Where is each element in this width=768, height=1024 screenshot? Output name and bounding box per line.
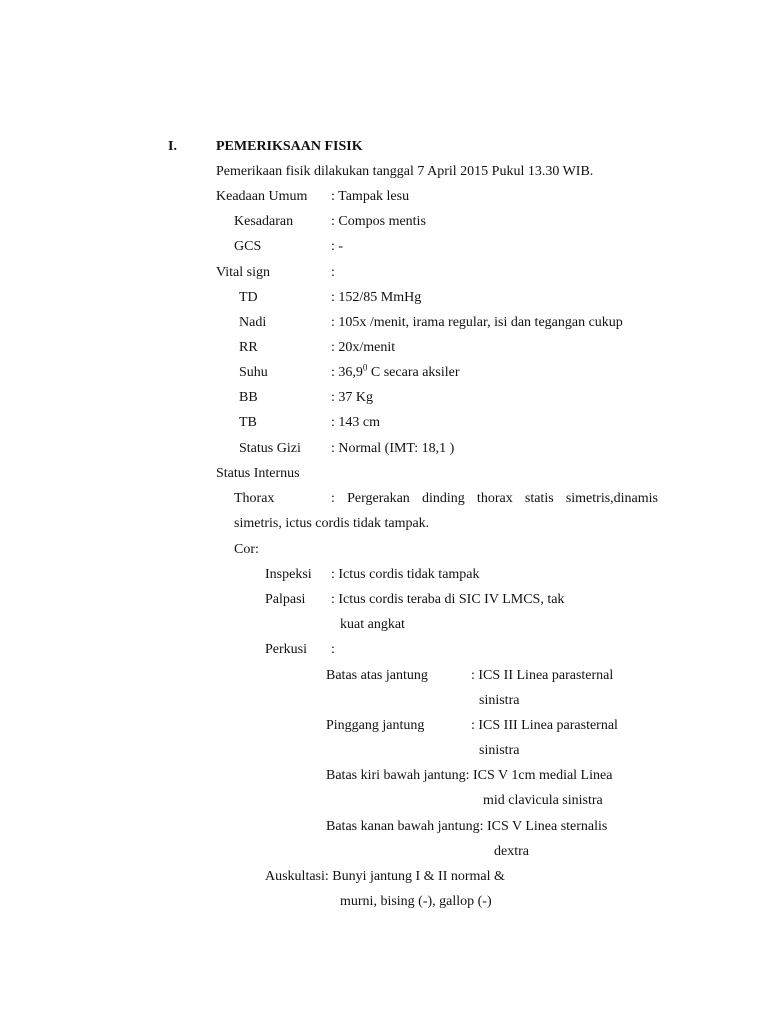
td-label: TD <box>239 290 258 305</box>
keadaan-umum-value: : Tampak lesu <box>331 189 410 204</box>
batas-kanan-bawah: Batas kanan bawah jantung: ICS V Linea sternalis <box>326 819 608 834</box>
palpasi-value: : Ictus cordis teraba di SIC IV LMCS, tak <box>331 592 565 607</box>
inspeksi-label: Inspeksi <box>265 567 312 582</box>
status-internus-label: Status Internus <box>216 466 300 481</box>
kesadaran-value: : Compos mentis <box>331 214 426 229</box>
kesadaran-label: Kesadaran <box>234 214 294 229</box>
pinggang-label: Pinggang jantung <box>326 718 425 733</box>
cor-label: Cor: <box>234 542 259 557</box>
vital-sign-label: Vital sign <box>216 265 270 280</box>
batas-atas-label: Batas atas jantung <box>326 668 428 683</box>
vital-sign-colon: : <box>331 265 335 280</box>
suhu-prefix: : 36,9 <box>331 365 363 380</box>
batas-kiri-bawah-continuation: mid clavicula sinistra <box>483 793 603 808</box>
pinggang-value: : ICS III Linea parasternal <box>471 718 618 733</box>
td-value: : 152/85 MmHg <box>331 290 422 305</box>
intro-line: Pemerikaan fisik dilakukan tanggal 7 April 2015 Pukul 13.30 WIB. <box>216 164 594 179</box>
auskultasi-line: Auskultasi: Bunyi jantung I & II normal & <box>265 869 505 884</box>
thorax-value: : Pergerakan dinding thorax statis simetris,dinamis <box>331 491 658 506</box>
pinggang-continuation: sinistra <box>479 743 520 758</box>
palpasi-continuation: kuat angkat <box>340 617 405 632</box>
batas-atas-continuation: sinistra <box>479 693 520 708</box>
gcs-label: GCS <box>234 239 262 254</box>
nadi-value: : 105x /menit, irama regular, isi dan tegangan cukup <box>331 315 623 330</box>
tb-label: TB <box>239 415 257 430</box>
rr-label: RR <box>239 340 258 355</box>
section-number: I. <box>168 139 177 154</box>
bb-label: BB <box>239 390 258 405</box>
thorax-continuation: simetris, ictus cordis tidak tampak. <box>234 516 430 531</box>
tb-value: : 143 cm <box>331 415 380 430</box>
perkusi-colon: : <box>331 642 335 657</box>
batas-kanan-bawah-continuation: dextra <box>494 844 529 859</box>
suhu-value <box>331 364 460 382</box>
bb-value: : 37 Kg <box>331 390 373 405</box>
palpasi-label: Palpasi <box>265 592 306 607</box>
batas-atas-value: : ICS II Linea parasternal <box>471 668 614 683</box>
thorax-label: Thorax <box>234 491 275 506</box>
rr-value: : 20x/menit <box>331 340 396 355</box>
suhu-suffix: C secara aksiler <box>367 365 460 380</box>
section-title: PEMERIKSAAN FISIK <box>216 139 363 154</box>
suhu-label: Suhu <box>239 365 268 380</box>
inspeksi-value: : Ictus cordis tidak tampak <box>331 567 480 582</box>
status-gizi-label: Status Gizi <box>239 441 301 456</box>
suhu-degree: 0 <box>362 362 368 373</box>
status-gizi-value: : Normal (IMT: 18,1 ) <box>331 441 455 456</box>
perkusi-label: Perkusi <box>265 642 307 657</box>
keadaan-umum-label: Keadaan Umum <box>216 189 308 204</box>
nadi-label: Nadi <box>239 315 267 330</box>
batas-kiri-bawah: Batas kiri bawah jantung: ICS V 1cm medial Linea <box>326 768 613 783</box>
auskultasi-continuation: murni, bising (-), gallop (-) <box>340 894 492 909</box>
gcs-value: : - <box>331 239 344 254</box>
